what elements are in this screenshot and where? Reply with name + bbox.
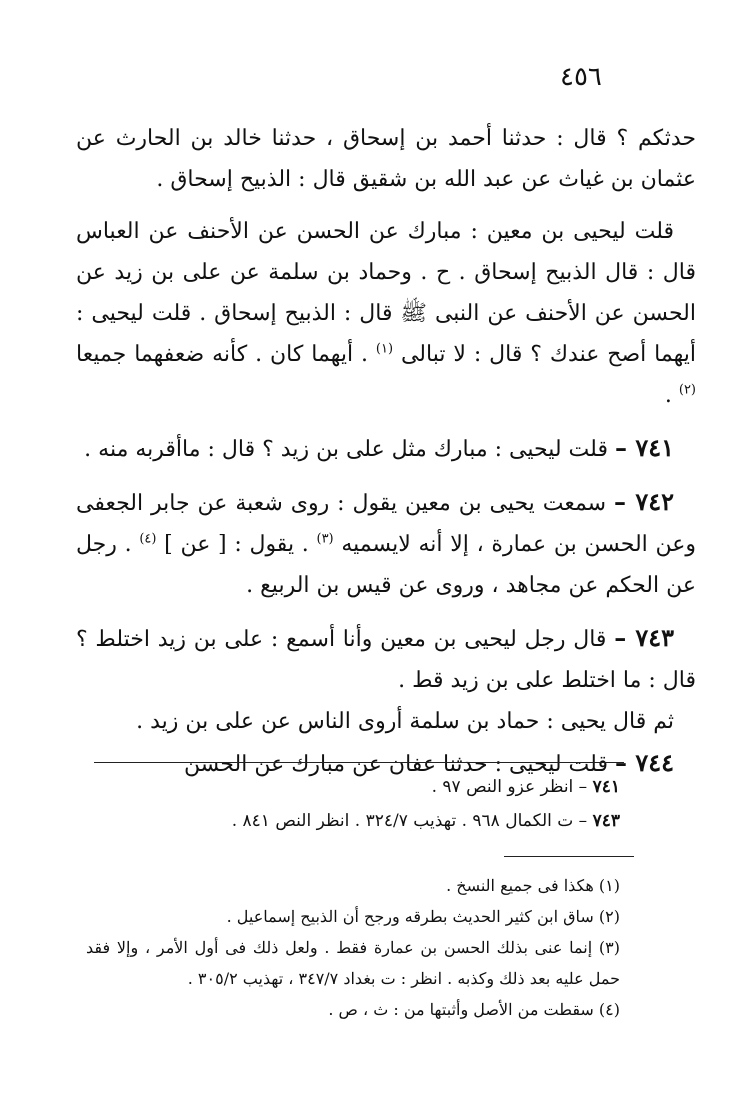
paragraph-text: . أيهما كان . كأنه ضعفهما جميعا [76, 342, 368, 367]
paragraph-text: . [664, 383, 672, 408]
entry-number: ٧٤٤ – [614, 748, 674, 777]
cross-ref-number: ٧٤٣ [592, 811, 620, 831]
entry-741 [76, 427, 696, 470]
main-text [76, 118, 696, 796]
footnote-rule [504, 856, 634, 857]
footnote-item: (٢) ساق ابن كثير الحديث بطرقه ورجح أن الذبيح إسماعيل . [226, 907, 620, 926]
footnote-ref: (٣) [316, 531, 334, 547]
entry-text: قلت ليحيى : مبارك مثل على بن زيد ؟ قال : ماأقربه منه . [84, 437, 608, 462]
cross-ref-item [150, 770, 620, 804]
footnote-ref: (٤) [139, 531, 157, 547]
separator-rule [94, 762, 624, 763]
entry-text: قلت ليحيى : حدثنا عفان عن مبارك عن الحسن [183, 752, 608, 777]
entry-number: ٧٤٣ – [614, 623, 674, 652]
entry-text: قال رجل ليحيى بن معين وأنا أسمع : على بن زيد اختلط ؟ قال : ما اختلط على بن زيد قط . [76, 627, 696, 693]
entry-742 [76, 481, 696, 606]
entry-text: . رجل عن الحكم عن مجاهد ، وروى عن قيس بن الربيع . [76, 532, 696, 598]
page-number: ٤٥٦ [560, 62, 602, 92]
entry-number: ٧٤١ – [614, 433, 674, 462]
footnote-item: (٤) سقطت من الأصل وأثبتها من : ث ، ص . [328, 1000, 620, 1019]
footnote-item: (٣) إنما عنى بذلك الحسن بن عمارة فقط . ولعل ذلك فى أول الأمر ، وإلا فقد حمل عليه بعد ذلك وكذبه . انظر : ت بغداد ٣٤٧/٧ ، تهذيب ٣٠٥/٢ . [86, 938, 620, 988]
footnote-item: (١) هكذا فى جميع النسخ . [446, 876, 620, 895]
entry-number: ٧٤٢ – [614, 487, 675, 516]
cross-ref-number: ٧٤١ [592, 777, 620, 797]
cross-references [150, 770, 620, 838]
paragraph-intro: حدثكم ؟ قال : حدثنا أحمد بن إسحاق ، حدثنا خالد بن الحارث عن عثمان بن غياث عن عبد الله بن شقيق قال : الذبيح إسحاق . [76, 126, 696, 192]
footnote-ref: (٢) [678, 382, 696, 398]
entry-text: . يقول : [ عن ] [164, 532, 309, 557]
cross-ref-text: – ت الكمال ٩٦٨ . تهذيب ٣٢٤/٧ . انظر النص ٨٤١ . [231, 811, 588, 831]
cross-ref-text: – انظر عزو النص ٩٧ . [431, 777, 588, 797]
entry-743 [76, 617, 696, 701]
paragraph-dhabih [76, 211, 696, 416]
footnotes [86, 870, 620, 1025]
cross-ref-item [150, 804, 620, 838]
entry-text: سمعت يحيى بن معين يقول : روى شعبة عن جابر الجعفى وعن الحسن بن عمارة ، إلا أنه لايسميه [76, 491, 697, 557]
footnote-ref: (١) [375, 341, 394, 357]
paragraph-text: قلت ليحيى بن معين : مبارك عن الحسن عن الأحنف عن العباس قال : قال الذبيح إسحاق . ح . وحماد بن سلمة عن على بن زيد عن الحسن عن الأحنف عن النبى ﷺ قال : الذبيح إسحاق . قلت ليحيى : أيهما أصح عندك ؟ قال : لا تبالى [76, 219, 696, 367]
entry-743-continuation: ثم قال يحيى : حماد بن سلمة أروى الناس عن على بن زيد . [136, 709, 674, 734]
